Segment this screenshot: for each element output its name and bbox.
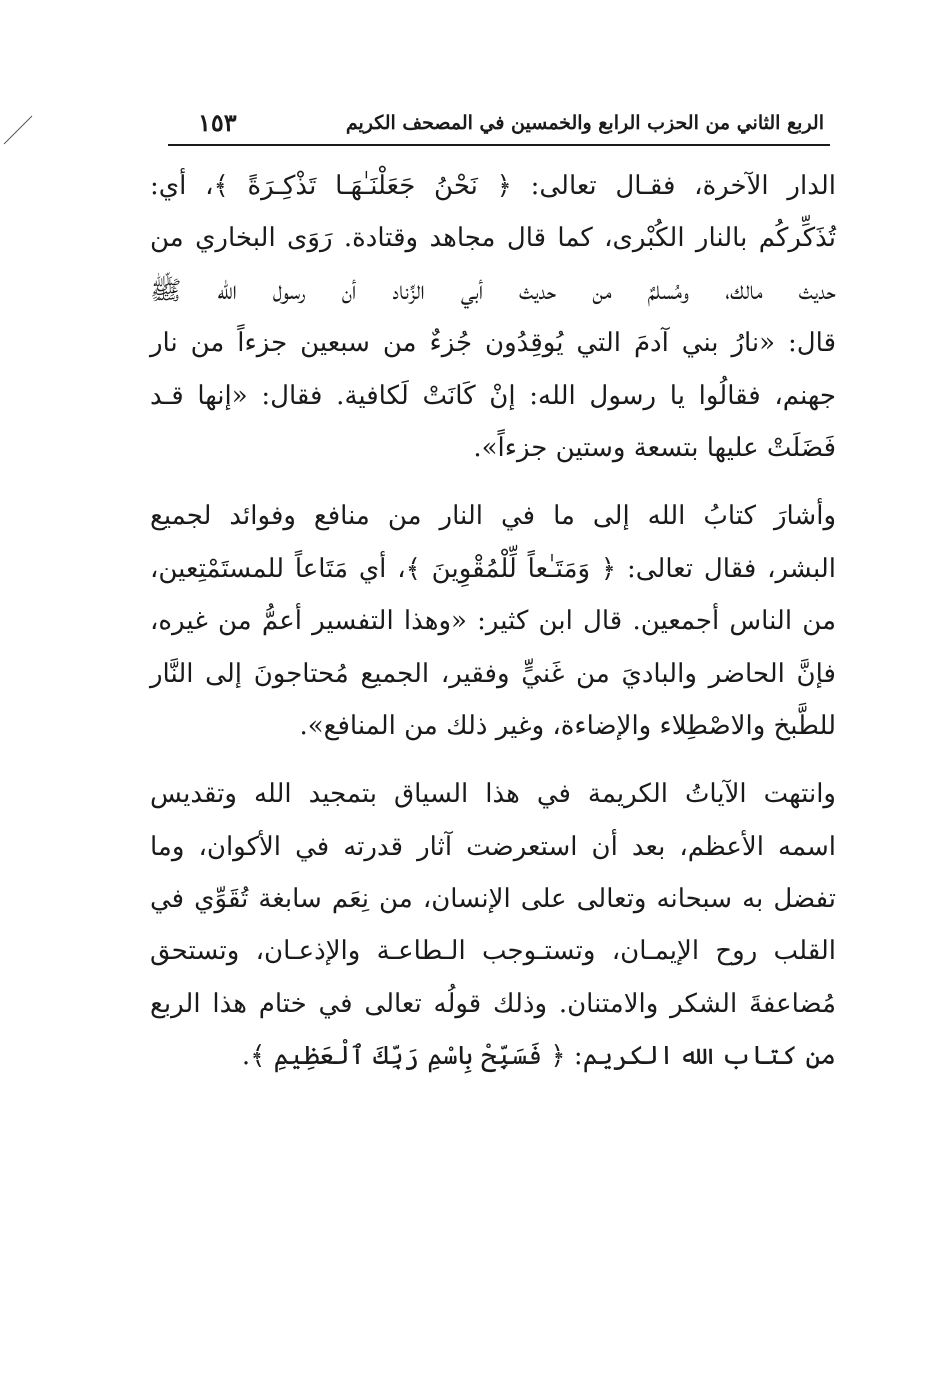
text-line: الدار الآخرة، فقـال تعالى: ﴿ نَحْنُ جَعَلْنَـٰهَـا تَذْكِـرَةً ﴾، أي: bbox=[150, 171, 836, 201]
text-line: قال: «نارُ بني آدمَ التي يُوقِدُون جُزءٌ من سبعين جزءاً من نار bbox=[150, 328, 836, 359]
text-line: فإنَّ الحاضر والباديَ من غَنيٍّ وفقير، الجميع مُحتاجونَ إلى النَّار bbox=[150, 658, 836, 689]
header-title: الربع الثاني من الحزب الرابع والخمسين في المصحف الكريم bbox=[345, 112, 824, 134]
header-rule bbox=[168, 144, 830, 146]
text-line: اسمه الأعظم، بعد أن استعرضت آثار قدرته في الأكوان، وما bbox=[150, 831, 836, 862]
text-line: جهنم، فقالُوا يا رسول الله: إنْ كَانَتْ لَكافية. فقال: «إنها قـد bbox=[150, 380, 836, 411]
text-line: من كتاب الله الكريم: ﴿ فَسَبِّحْ بِاسْمِ رَبِّكَ ٱلْعَظِيمِ ﴾. bbox=[241, 1041, 836, 1072]
page-number: ١٥٣ bbox=[198, 108, 237, 137]
margin-pencil-mark bbox=[2, 112, 36, 146]
running-header bbox=[168, 100, 830, 146]
paragraph-1 bbox=[150, 160, 836, 474]
text-line: من الناس أجمعين. قال ابن كثير: «وهذا التفسير أعمُّ من غيره، bbox=[150, 606, 836, 637]
text-line: مُضاعفةَ الشكر والامتنان. وذلك قولُه تعالى في ختام هذا الربع bbox=[150, 988, 836, 1019]
text-line: القلب روح الإيمـان، وتستـوجب الـطاعـة والإذعـان، وتستحق bbox=[150, 936, 836, 967]
text-line: البشر، فقال تعالى: ﴿ وَمَتَـٰعاً لِّلْمُقْوِينَ ﴾، أي مَتَاعاً للمستَمْتِعين، bbox=[150, 553, 836, 584]
text-line: وانتهت الآياتُ الكريمة في هذا السياق بتمجيد الله وتقديس bbox=[150, 779, 836, 810]
text-line: فَضَلَتْ عليها بتسعة وستين جزءاً». bbox=[473, 432, 836, 463]
text-line: وأشارَ كتابُ الله إلى ما في النار من منافع وفوائد لجميع bbox=[150, 501, 836, 532]
body-text bbox=[150, 160, 836, 1099]
text-line: تُذَكِّركُم بالنار الكُبْرى، كما قال مجاهد وقتادة. رَوَى البخاري من bbox=[150, 223, 836, 254]
text-line: تفضل به سبحانه وتعالى على الإنسان، من نِعَم سابغة تُقَوِّي في bbox=[150, 884, 836, 915]
paragraph-2 bbox=[150, 490, 836, 752]
text-line: حديث مالك، ومُسلمٌ من حديث أبي الزِّناد أن رسول الله ﷺ bbox=[150, 275, 836, 306]
paragraph-3 bbox=[150, 768, 836, 1082]
text-line: للطَّبخ والاصْطِلاء والإضاءة، وغير ذلك من المنافع». bbox=[299, 710, 836, 741]
